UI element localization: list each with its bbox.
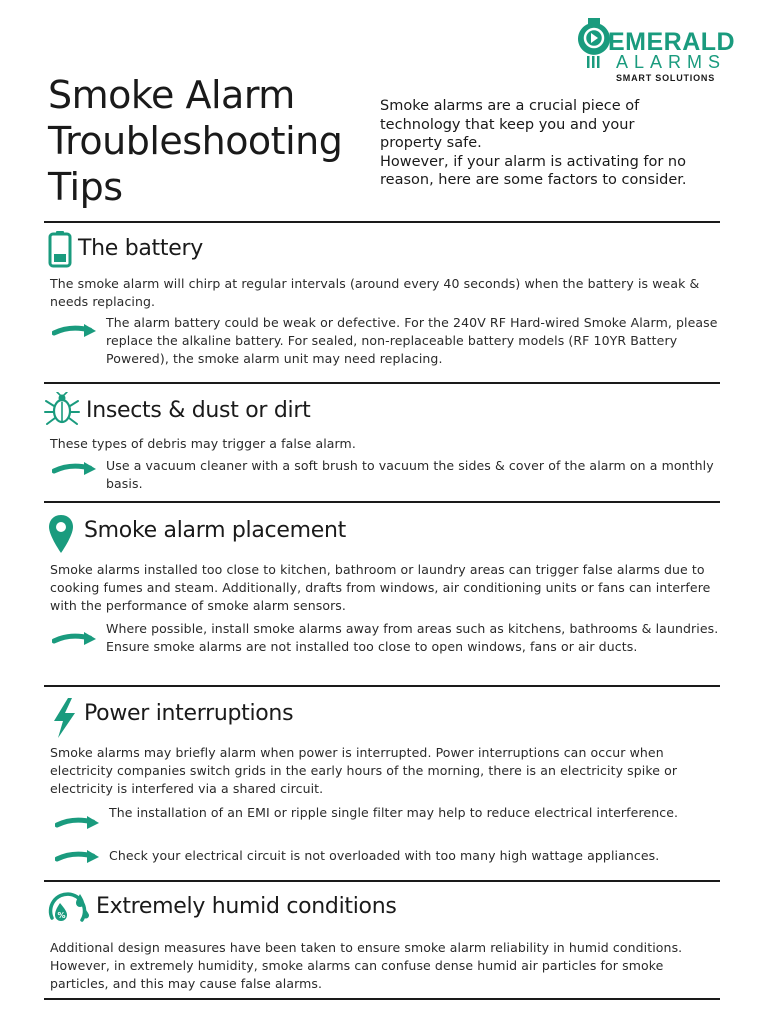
divider (44, 382, 720, 384)
brand-sub: ALARMS (616, 52, 727, 72)
svg-text:%: % (57, 911, 66, 920)
divider (44, 221, 720, 223)
section-title: Extremely humid conditions (96, 894, 397, 919)
divider (44, 685, 720, 687)
lightning-icon (50, 697, 78, 739)
divider (44, 998, 720, 1000)
section-title: Insects & dust or dirt (86, 398, 311, 423)
section-description: Additional design measures have been taken to ensure smoke alarm reliability in humid conditions. However, in extremely humidity, smoke alarms can confuse dense humid air particles for smoke particles, and this may cause false alarms. (50, 940, 683, 991)
title-line: Tips (48, 165, 123, 209)
emerald-alarms-logo (570, 16, 736, 86)
arrow-icon (52, 629, 100, 649)
title-line: Smoke Alarm (48, 73, 295, 117)
intro-line: However, if your alarm is activating for no reason, here are some factors to consider. (380, 153, 687, 188)
humidity-icon (46, 890, 90, 930)
section-description: Smoke alarms installed too close to kitchen, bathroom or laundry areas can trigger false alarms due to cooking fumes and steam. Additionally, drafts from windows, air conditioning units or fans can interfere with the performance of smoke alarm sensors. (50, 562, 711, 613)
divider (44, 501, 720, 503)
tip-text: The alarm battery could be weak or defective. For the 240V RF Hard-wired Smoke Alarm, please replace the alkaline battery. For sealed, non-replaceable battery models (RF 10YR Battery Powered), the smoke alarm unit may need replacing. (106, 315, 718, 366)
tip-text: The installation of an EMI or ripple single filter may help to reduce electrical interference. (109, 805, 679, 820)
location-pin-icon (48, 514, 74, 554)
page-title (48, 72, 348, 210)
arrow-icon (55, 847, 103, 867)
section-title: Power interruptions (84, 701, 294, 726)
section-title: Smoke alarm placement (84, 518, 346, 543)
divider (44, 880, 720, 882)
tip-text: Use a vacuum cleaner with a soft brush to vacuum the sides & cover of the alarm on a monthly basis. (106, 458, 714, 491)
tip-text: Where possible, install smoke alarms away from areas such as kitchens, bathrooms & laundries. Ensure smoke alarms are not installed too close to open windows, fans or air ducts. (106, 621, 719, 654)
battery-icon (48, 230, 74, 268)
title-line: Troubleshooting (48, 119, 343, 163)
intro-text (380, 97, 700, 190)
section-description: The smoke alarm will chirp at regular intervals (around every 40 seconds) when the battery is weak & needs replacing. (50, 276, 700, 309)
brand-tagline: SMART SOLUTIONS (616, 73, 715, 83)
intro-line: Smoke alarms are a crucial piece of technology that keep you and your property safe. (380, 98, 640, 151)
section-title: The battery (78, 236, 203, 261)
arrow-icon (55, 813, 103, 833)
section-description: These types of debris may trigger a false alarm. (50, 436, 356, 451)
insect-icon (44, 392, 80, 426)
tip-text: Check your electrical circuit is not overloaded with too many high wattage appliances. (109, 848, 660, 863)
section-description: Smoke alarms may briefly alarm when power is interrupted. Power interruptions can occur when electricity companies switch grids in the early hours of the morning, there is an electricity spike or electricity is interfered via a shared circuit. (50, 745, 678, 796)
arrow-icon (52, 321, 100, 341)
brand-name: EMERALD (608, 28, 736, 56)
arrow-icon (52, 459, 100, 479)
